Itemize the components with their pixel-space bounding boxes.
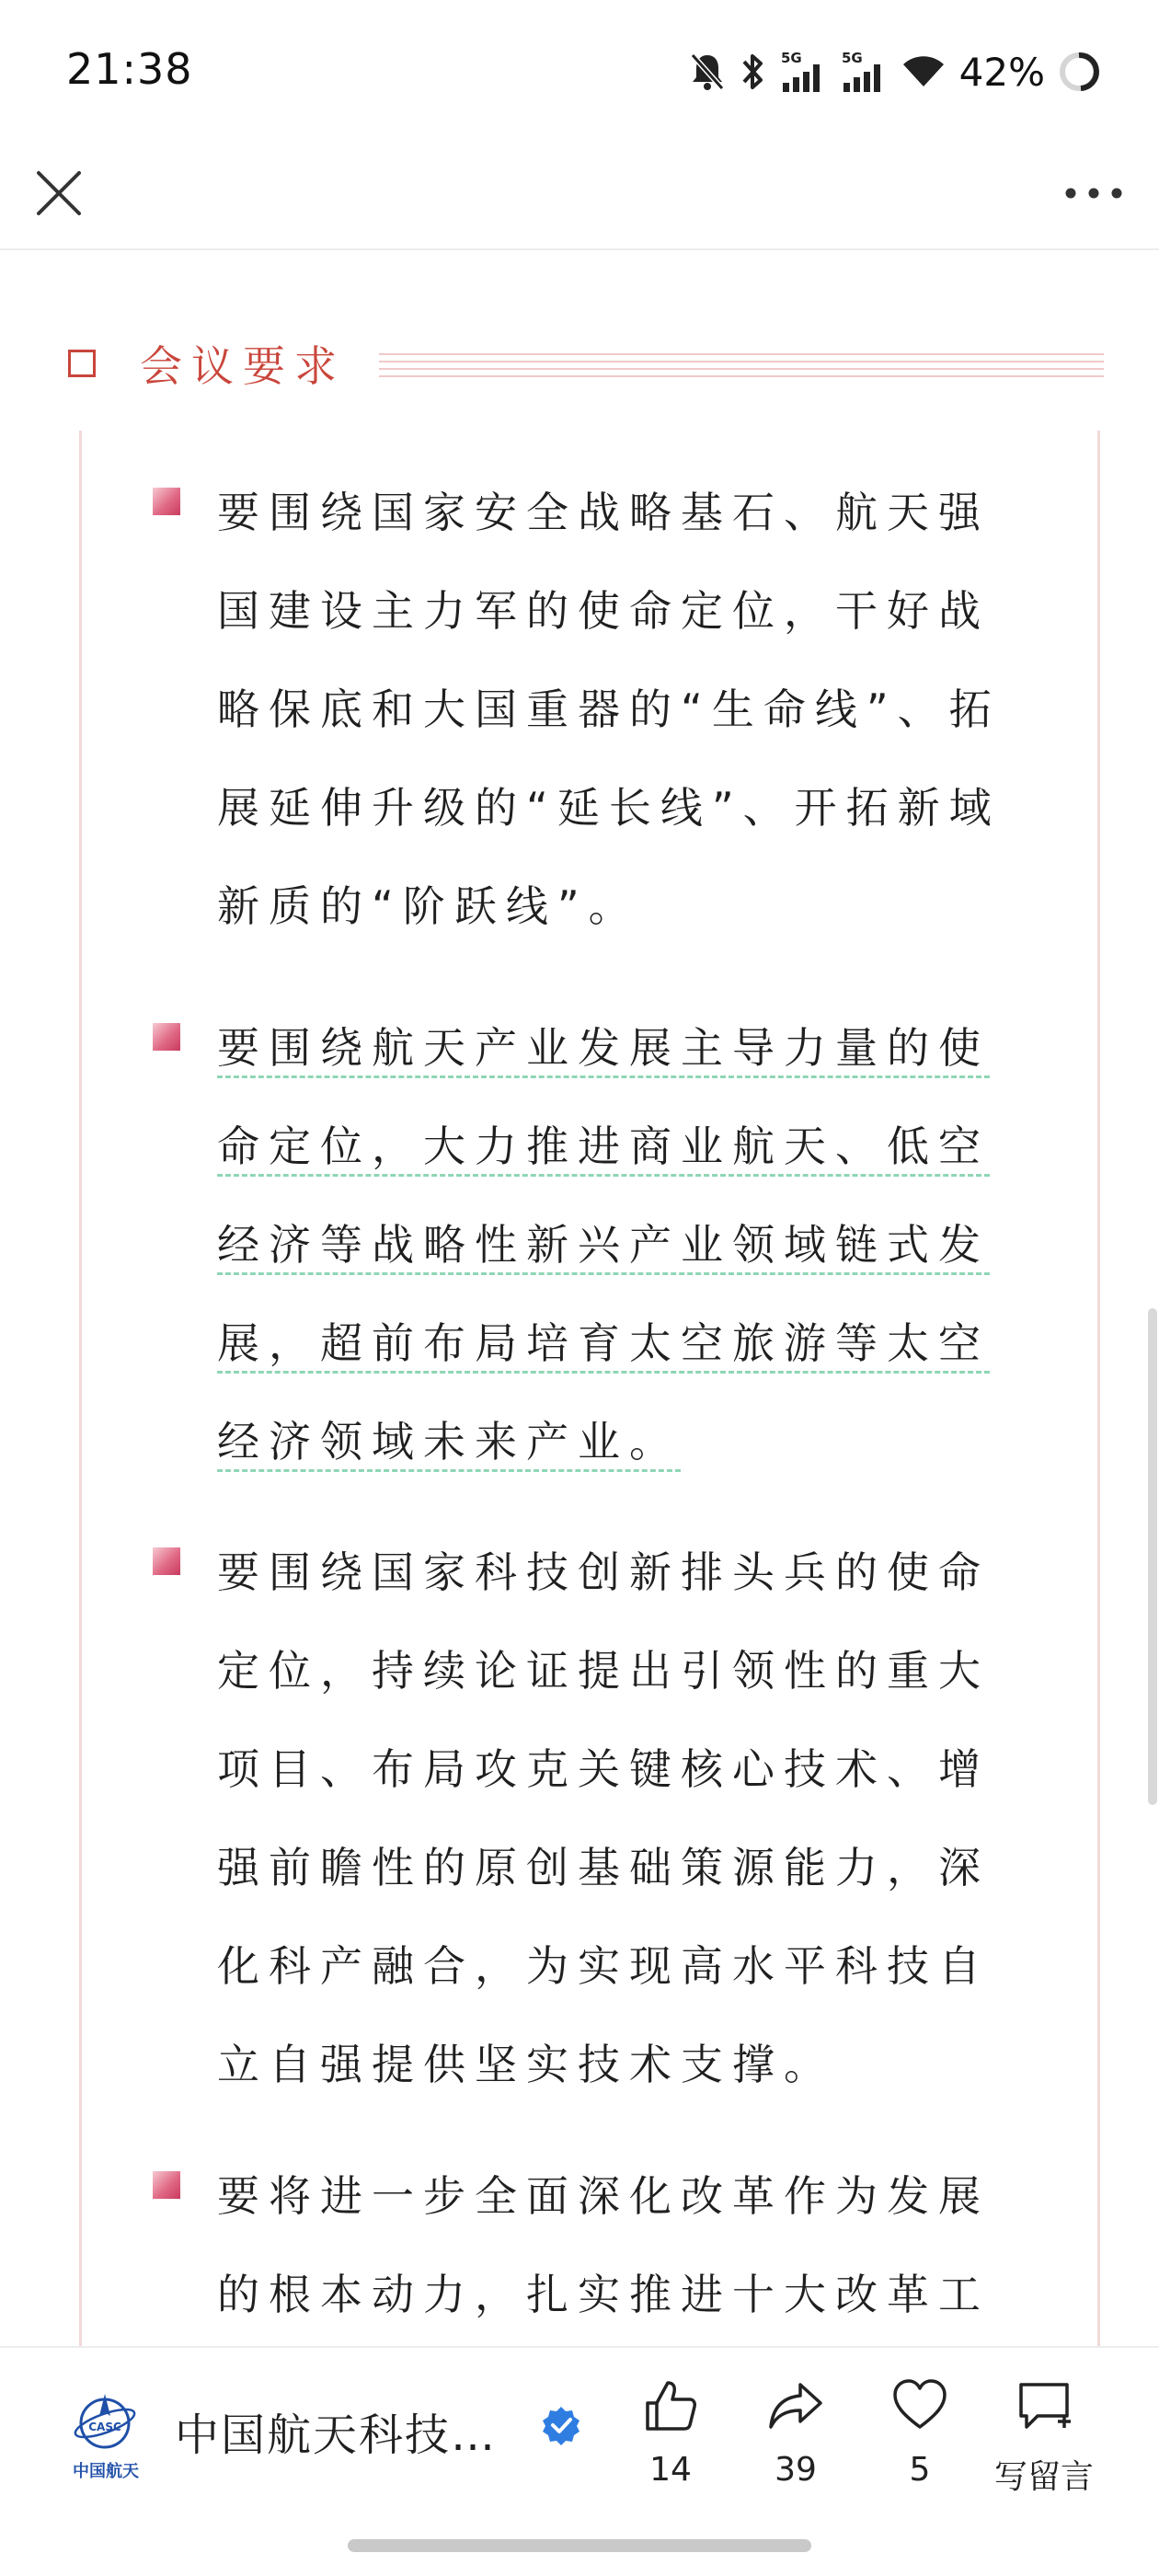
5g-signal-icon	[779, 50, 827, 94]
article-body[interactable]	[0, 250, 1159, 2346]
battery-percent: 42%	[958, 49, 1045, 95]
logo-caption: 中国航天	[73, 2462, 139, 2481]
heading-square-icon	[68, 350, 96, 377]
battery-ring-icon	[1058, 51, 1100, 93]
requirement-item	[217, 2147, 1027, 2344]
more-options-button[interactable]	[1061, 173, 1126, 213]
like-count: 14	[649, 2451, 692, 2489]
network-label: 5G	[780, 50, 802, 66]
mute-bell-icon	[689, 52, 726, 92]
share-arrow-icon	[765, 2375, 826, 2436]
bottom-action-bar	[0, 2346, 1159, 2576]
close-icon	[33, 167, 85, 219]
like-button[interactable]	[611, 2375, 730, 2504]
article-header	[0, 147, 1159, 250]
account-name[interactable]: 中国航天科技…	[175, 2409, 498, 2461]
bullet-marker-icon	[153, 1547, 180, 1575]
thumbs-up-icon	[640, 2375, 701, 2436]
wifi-icon	[901, 53, 947, 90]
comment-add-icon	[1014, 2375, 1074, 2436]
requirement-text: 要围绕国家安全战略基石、航天强国建设主力军的使命定位，干好战略保底和大国重器的“生命线”、拓展延伸升级的“延长线”、开拓新域新质的“阶跃线”。	[217, 488, 1001, 931]
heart-icon	[889, 2375, 950, 2436]
bluetooth-icon	[739, 51, 766, 93]
favorite-button[interactable]	[860, 2375, 980, 2504]
bullet-marker-icon	[153, 488, 180, 515]
favorite-count: 5	[909, 2451, 931, 2489]
requirement-text: 要围绕国家科技创新排头兵的使命定位，持续论证提出引领性的重大项目、布局攻克关键核心技术、增强前瞻性的原创基础策源能力，深化科产融合，为实现高水平科技自立自强提供坚实技术支撑。	[217, 1547, 990, 2089]
verified-badge-icon	[541, 2405, 581, 2445]
home-indicator[interactable]	[348, 2539, 811, 2552]
casc-logo-icon	[66, 2388, 143, 2458]
status-bar	[0, 0, 1159, 147]
more-dots-icon	[1061, 173, 1126, 213]
requirement-text: 要将进一步全面深化改革作为发展的根本动力，扎实推进十大改革工	[217, 2171, 990, 2319]
share-count: 39	[775, 2451, 817, 2489]
write-comment-label: 写留言	[993, 2458, 1094, 2496]
requirement-item	[217, 464, 1027, 956]
bullet-marker-icon	[153, 1023, 180, 1051]
svg-text:CASC: CASC	[88, 2421, 121, 2433]
section-title: 会议要求	[140, 341, 346, 391]
heading-decoration-lines	[379, 351, 1104, 379]
bullet-marker-icon	[153, 2171, 180, 2199]
status-time: 21:38	[66, 44, 193, 94]
requirement-item	[217, 1524, 1027, 2114]
requirement-item-highlighted	[217, 999, 1027, 1491]
5g-signal-icon	[840, 50, 888, 94]
section-heading	[68, 333, 1104, 397]
share-button[interactable]	[736, 2375, 855, 2504]
close-button[interactable]	[33, 167, 85, 219]
requirement-text: 要围绕航天产业发展主导力量的使命定位，大力推进商业航天、低空经济等战略性新兴产业领域链式发展，超前布局培育太空旅游等太空经济领域未来产业。	[217, 1023, 990, 1466]
status-icons	[689, 46, 1100, 98]
network-label: 5G	[841, 50, 863, 66]
write-comment-button[interactable]	[984, 2375, 1104, 2504]
scrollbar[interactable]	[1148, 1308, 1157, 1805]
